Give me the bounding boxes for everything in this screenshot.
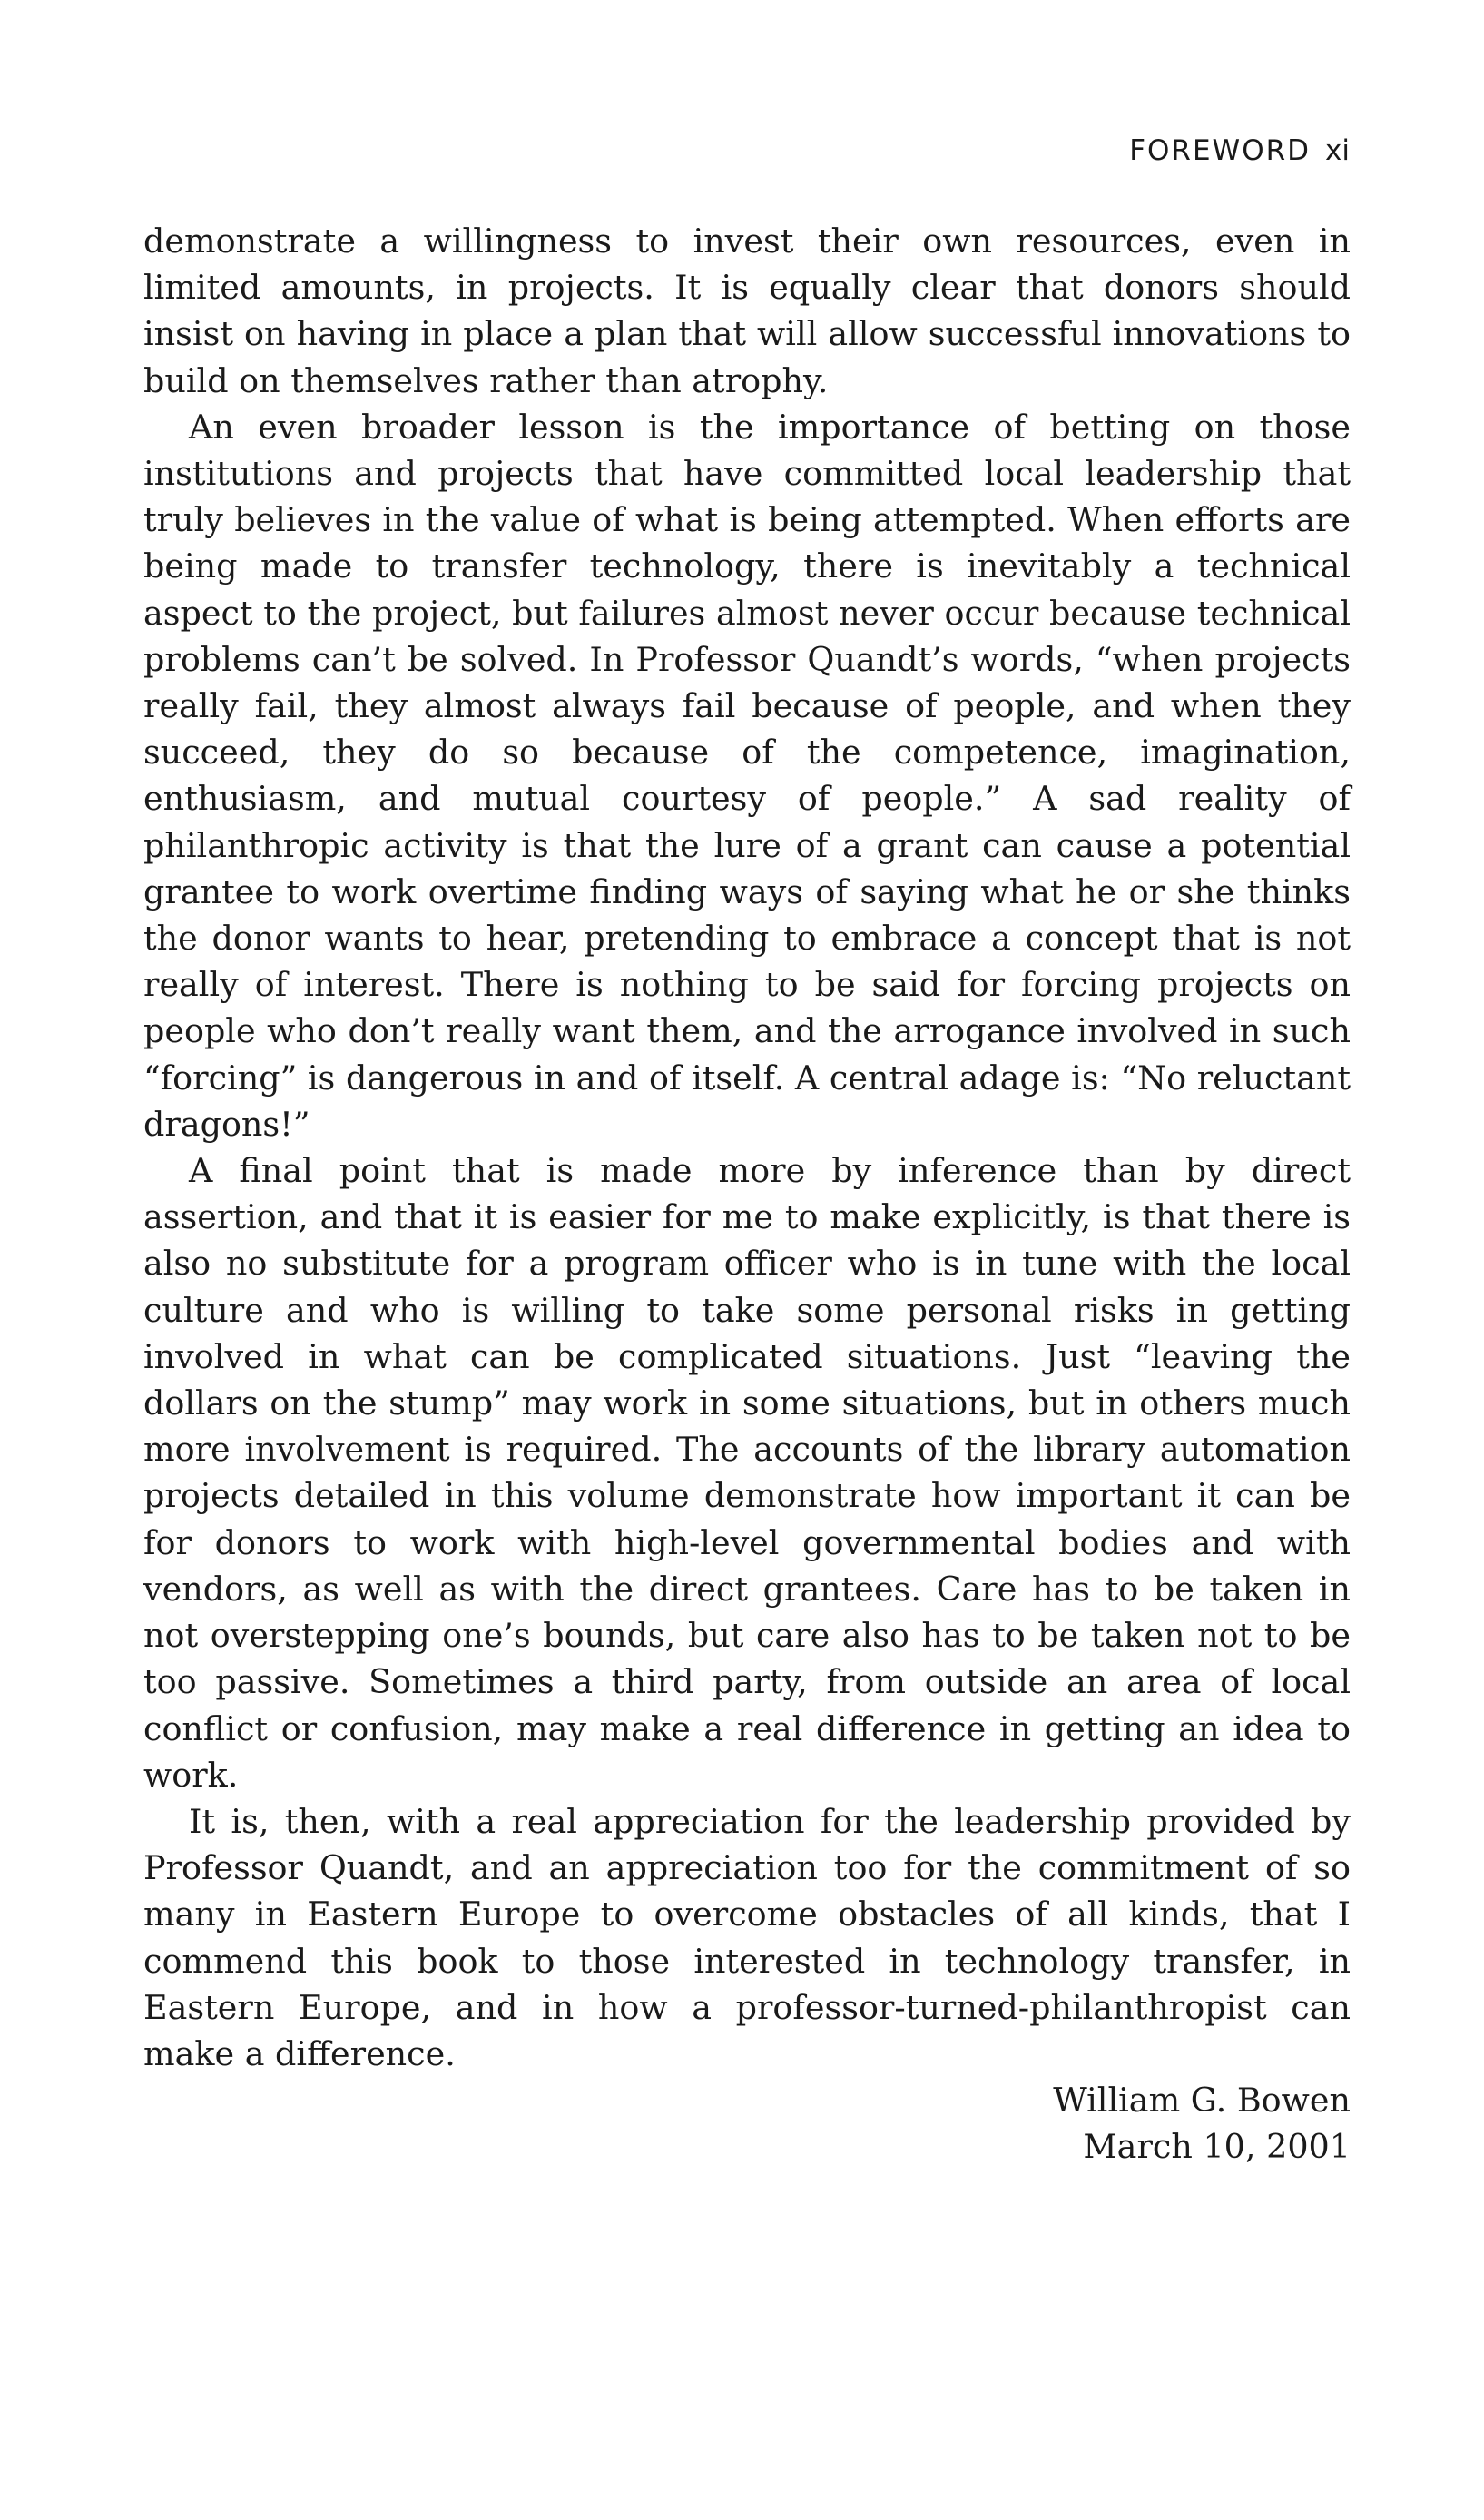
paragraph-closing: It is, then, with a real appreciation for the leadership provided by Professor Quandt, and an appreciation too for the commitment of so many in Eastern Europe to overcome obstacles of all kinds, that I commend this book to those interested in technology transfer, in Eastern Europe, and in how a professor-turned-philanthropist can make a difference. — [143, 1801, 1351, 2073]
paragraph-continued: demonstrate a willingness to invest their own resources, even in limited amounts, in projects. It is equally clear that donors should insist on having in place a plan that will allow successful innovations to build on themselves rather than atrophy. — [143, 221, 1351, 400]
foreword-body — [143, 218, 1351, 2171]
paragraph-broader-lesson: An even broader lesson is the importance of betting on those institutions and projects that have committed local leadership that truly believes in the value of what is being attempted. When efforts are being made to transfer technology, there is inevitably a technical aspect to the project, but failures almost never occur because technical problems can’t be solved. In Professor Quandt’s words, “when projects really fail, they almost always fail because of people, and when they succeed, they do so because of the competence, imagination, enthusiasm, and mutual courtesy of people.” A sad reality of philanthropic activity is that the lure of a grant can cause a potential grantee to work overtime finding ways of saying what he or she thinks the donor wants to hear, pretending to embrace a concept that is not really of interest. There is nothing to be said for forcing projects on people who don’t really want them, and the arrogance involved in such “forcing” is dangerous in and of itself. A central adage is: “No reluctant dragons!” — [143, 407, 1351, 1144]
running-head — [1129, 134, 1350, 167]
paragraph-final-point: A final point that is made more by inference than by direct assertion, and that it is easier for me to make explicitly, is that there is also no substitute for a program officer who is in tune with the local culture and who is willing to take some personal risks in getting involved in what can be complicated situations. Just “leaving the dollars on the stump” may work in some situations, but in others much more involvement is required. The accounts of the library automation projects detailed in this volume demonstrate how important it can be for donors to work with high-level governmental bodies and with vendors, as well as with the direct grantees. Care has to be taken in not overstepping one’s bounds, but care also has to be taken not to be too passive. Sometimes a third party, from outside an area of local conflict or confusion, may make a real difference in getting an idea to work. — [143, 1151, 1351, 1795]
signature-name: William G. Bowen — [1053, 2081, 1351, 2121]
page-number: xi — [1325, 134, 1350, 167]
signature-date: March 10, 2001 — [1083, 2127, 1351, 2167]
section-title: FOREWORD — [1129, 134, 1312, 167]
